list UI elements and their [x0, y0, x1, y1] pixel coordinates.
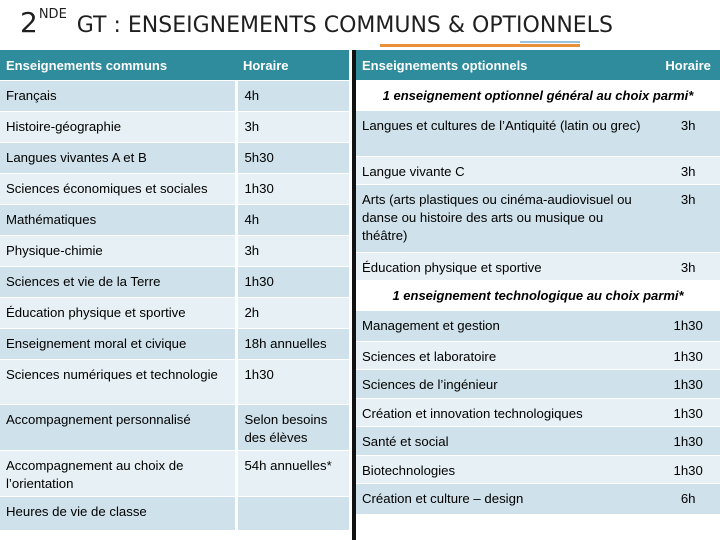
- subject-cell: Sciences numériques et technologie: [0, 360, 237, 405]
- option-hours-cell: 1h30: [656, 370, 720, 399]
- hours-cell: [237, 497, 349, 530]
- table-row: [356, 253, 720, 281]
- option-hours-cell: 1h30: [656, 427, 720, 456]
- hours-cell: 3h: [237, 112, 349, 143]
- option-cell: Biotechnologies: [356, 456, 656, 484]
- hours-cell: Selon besoins des élèves: [237, 405, 349, 451]
- optional-techno-subheading-text: 1 enseignement technologique au choix parmi*: [356, 281, 720, 311]
- option-cell: Langues et cultures de l’Antiquité (latin ou grec): [356, 111, 656, 157]
- subject-cell: Accompagnement au choix de l’orientation: [0, 451, 237, 497]
- optional-subjects-table: [356, 50, 720, 514]
- option-cell: Sciences de l’ingénieur: [356, 370, 656, 399]
- subject-cell: Mathématiques: [0, 205, 237, 236]
- optional-general-subheading-text: 1 enseignement optionnel général au choix parmi*: [356, 81, 720, 111]
- table-row: [356, 311, 720, 342]
- table-row: [356, 370, 720, 399]
- title-sup: NDE: [38, 7, 67, 22]
- hours-cell: 4h: [237, 205, 349, 236]
- subject-cell: Langues vivantes A et B: [0, 143, 237, 174]
- option-hours-cell: 6h: [656, 484, 720, 514]
- header-hours: Horaire: [237, 50, 349, 81]
- option-cell: Santé et social: [356, 427, 656, 456]
- table-row: [0, 267, 349, 298]
- table-row: [0, 405, 349, 451]
- table-row: [356, 185, 720, 253]
- option-hours-cell: 1h30: [656, 311, 720, 342]
- hours-cell: 2h: [237, 298, 349, 329]
- hours-cell: 5h30: [237, 143, 349, 174]
- header-optional-hours: Horaire: [656, 50, 720, 81]
- option-cell: Langue vivante C: [356, 157, 656, 185]
- table-row: [0, 143, 349, 174]
- title-rest: GT : ENSEIGNEMENTS COMMUNS & OPTIONNELS: [76, 13, 613, 38]
- table-row: [356, 111, 720, 157]
- option-hours-cell: 3h: [656, 157, 720, 185]
- subject-cell: Physique-chimie: [0, 236, 237, 267]
- subject-cell: Accompagnement personnalisé: [0, 405, 237, 451]
- option-cell: Éducation physique et sportive: [356, 253, 656, 281]
- hours-cell: 54h annuelles*: [237, 451, 349, 497]
- table-row: [356, 456, 720, 484]
- subject-cell: Heures de vie de classe: [0, 497, 237, 530]
- option-hours-cell: 3h: [656, 253, 720, 281]
- table-row: [0, 451, 349, 497]
- hours-cell: 3h: [237, 236, 349, 267]
- hours-cell: 4h: [237, 81, 349, 112]
- table-row: [356, 484, 720, 514]
- subject-cell: Sciences et vie de la Terre: [0, 267, 237, 298]
- subject-cell: Histoire-géographie: [0, 112, 237, 143]
- table-row: [0, 360, 349, 405]
- option-cell: Sciences et laboratoire: [356, 342, 656, 370]
- optional-techno-subheading: [356, 281, 720, 311]
- table-row: [356, 427, 720, 456]
- option-cell: Arts (arts plastiques ou cinéma-audiovisuel ou danse ou histoire des arts ou musique ou théâtre): [356, 185, 656, 253]
- table-row: [356, 342, 720, 370]
- subject-cell: Éducation physique et sportive: [0, 298, 237, 329]
- hours-cell: 1h30: [237, 267, 349, 298]
- header-optional: Enseignements optionnels: [356, 50, 656, 81]
- option-cell: Création et culture – design: [356, 484, 656, 514]
- table-row: [0, 174, 349, 205]
- table-row: [0, 236, 349, 267]
- header-common: Enseignements communs: [0, 50, 237, 81]
- table-row: [0, 497, 349, 530]
- option-hours-cell: 3h: [656, 185, 720, 253]
- title-accent: [380, 44, 580, 47]
- title-main: 2: [20, 6, 38, 39]
- table-row: [356, 399, 720, 427]
- option-hours-cell: 3h: [656, 111, 720, 157]
- optional-general-subheading: [356, 81, 720, 111]
- option-hours-cell: 1h30: [656, 456, 720, 484]
- option-hours-cell: 1h30: [656, 342, 720, 370]
- table-row: [0, 298, 349, 329]
- hours-cell: 1h30: [237, 360, 349, 405]
- table-row: [0, 81, 349, 112]
- table-row: [356, 157, 720, 185]
- option-hours-cell: 1h30: [656, 399, 720, 427]
- table-row: [0, 329, 349, 360]
- page-title: [20, 6, 613, 46]
- title-accent-secondary: [520, 41, 580, 43]
- table-row: [0, 112, 349, 143]
- subject-cell: Enseignement moral et civique: [0, 329, 237, 360]
- option-cell: Management et gestion: [356, 311, 656, 342]
- common-subjects-table: [0, 50, 349, 530]
- option-cell: Création et innovation technologiques: [356, 399, 656, 427]
- subject-cell: Français: [0, 81, 237, 112]
- subject-cell: Sciences économiques et sociales: [0, 174, 237, 205]
- hours-cell: 18h annuelles: [237, 329, 349, 360]
- table-row: [0, 205, 349, 236]
- hours-cell: 1h30: [237, 174, 349, 205]
